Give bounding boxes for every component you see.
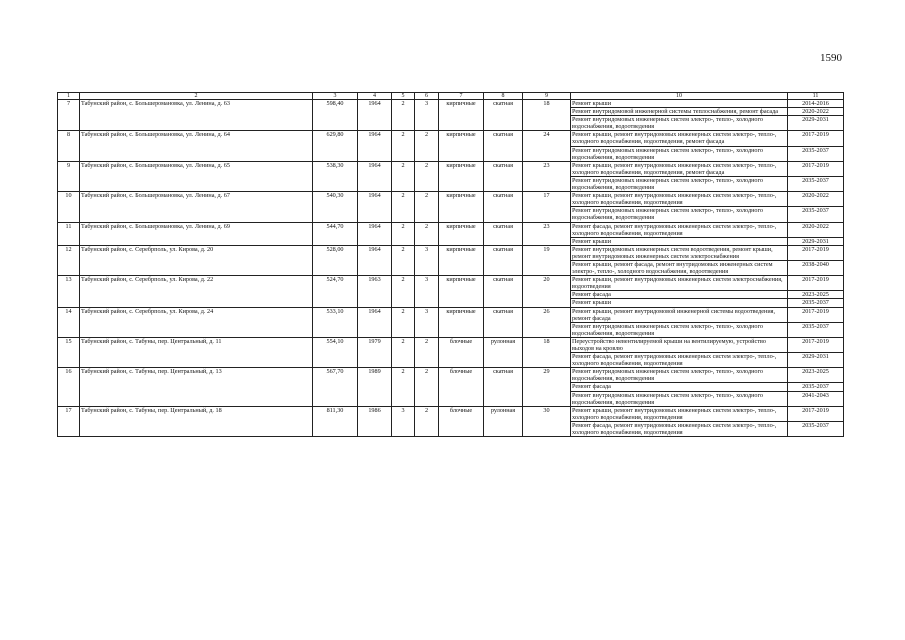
- entrances-cell: 3: [415, 100, 439, 131]
- header-cell: 10: [571, 93, 788, 100]
- walls-cell: кирпичные: [439, 100, 484, 131]
- work-description-cell: Ремонт крыши: [571, 100, 788, 108]
- year-cell: 1986: [358, 406, 392, 436]
- roof-cell: скатная: [484, 192, 523, 222]
- apartments-cell: 29: [523, 368, 571, 406]
- work-description-cell: Ремонт внутридомовых инженерных систем электро-, тепло-, холодного водоснабжения, водоотведения: [571, 391, 788, 406]
- table-row: [58, 131, 844, 146]
- row-number: 15: [58, 337, 80, 367]
- entrances-cell: 2: [415, 131, 439, 161]
- work-description-cell: Ремонт внутридомовых инженерных систем электро-, тепло-, холодного водоснабжения, водоотведения: [571, 116, 788, 131]
- apartments-cell: 18: [523, 100, 571, 131]
- work-period-cell: 2023-2025: [788, 291, 844, 299]
- capital-repair-table: [57, 92, 844, 437]
- header-cell: 5: [392, 93, 415, 100]
- entrances-cell: 2: [415, 406, 439, 436]
- work-period-cell: 2029-2031: [788, 353, 844, 368]
- apartments-cell: 23: [523, 161, 571, 191]
- header-cell: 6: [415, 93, 439, 100]
- work-period-cell: 2017-2019: [788, 245, 844, 260]
- apartments-cell: 30: [523, 406, 571, 436]
- year-cell: 1963: [358, 276, 392, 307]
- address-cell: Табунский район, с. Серебрполь, ул. Кирова, д. 22: [80, 276, 313, 307]
- walls-cell: кирпичные: [439, 222, 484, 245]
- table-row: [58, 337, 844, 352]
- floors-cell: 2: [392, 161, 415, 191]
- page-number: 1590: [820, 52, 842, 64]
- floors-cell: 2: [392, 337, 415, 367]
- work-period-cell: 2035-2037: [788, 176, 844, 191]
- work-period-cell: 2041-2043: [788, 391, 844, 406]
- floors-cell: 2: [392, 276, 415, 307]
- year-cell: 1964: [358, 222, 392, 245]
- walls-cell: кирпичные: [439, 131, 484, 161]
- row-number: 11: [58, 222, 80, 245]
- apartments-cell: 26: [523, 307, 571, 337]
- work-period-cell: 2017-2019: [788, 276, 844, 291]
- apartments-cell: 23: [523, 222, 571, 245]
- entrances-cell: 2: [415, 222, 439, 245]
- work-description-cell: Ремонт крыши, ремонт внутридомовых инженерных систем электро-, тепло-, холодного водоснабжения, водоотведения, ремонт фасада: [571, 131, 788, 146]
- entrances-cell: 2: [415, 368, 439, 406]
- work-period-cell: 2020-2022: [788, 222, 844, 237]
- entrances-cell: 3: [415, 245, 439, 275]
- area-cell: 533,10: [313, 307, 358, 337]
- roof-cell: скатная: [484, 276, 523, 307]
- floors-cell: 2: [392, 222, 415, 245]
- header-cell: 1: [58, 93, 80, 100]
- roof-cell: рулонная: [484, 406, 523, 436]
- walls-cell: кирпичные: [439, 245, 484, 275]
- address-cell: Табунский район, с. Табуны, пер. Центральный, д. 11: [80, 337, 313, 367]
- walls-cell: блочные: [439, 368, 484, 406]
- year-cell: 1964: [358, 161, 392, 191]
- floors-cell: 2: [392, 307, 415, 337]
- table-row: [58, 245, 844, 260]
- address-cell: Табунский район, с. Большеромановка, ул. Ленина, д. 63: [80, 100, 313, 131]
- address-cell: Табунский район, с. Табуны, пер. Центральный, д. 18: [80, 406, 313, 436]
- floors-cell: 2: [392, 131, 415, 161]
- roof-cell: скатная: [484, 161, 523, 191]
- work-period-cell: 2020-2022: [788, 108, 844, 116]
- roof-cell: рулонная: [484, 337, 523, 367]
- table-row: [58, 222, 844, 237]
- work-description-cell: Ремонт крыши: [571, 299, 788, 307]
- roof-cell: скатная: [484, 307, 523, 337]
- apartments-cell: 17: [523, 192, 571, 222]
- year-cell: 1964: [358, 192, 392, 222]
- header-cell: 8: [484, 93, 523, 100]
- address-cell: Табунский район, с. Большеромановка, ул. Ленина, д. 65: [80, 161, 313, 191]
- row-number: 12: [58, 245, 80, 275]
- work-period-cell: 2017-2019: [788, 337, 844, 352]
- work-description-cell: Ремонт крыши, ремонт внутридомовой инженерной системы водоотведения, ремонт фасада: [571, 307, 788, 322]
- table-row: [58, 161, 844, 176]
- apartments-cell: 18: [523, 337, 571, 367]
- walls-cell: блочные: [439, 337, 484, 367]
- year-cell: 1979: [358, 337, 392, 367]
- header-cell: 11: [788, 93, 844, 100]
- walls-cell: кирпичные: [439, 276, 484, 307]
- address-cell: Табунский район, с. Табуны, пер. Центральный, д. 13: [80, 368, 313, 406]
- table-row: [58, 406, 844, 421]
- work-description-cell: Переустройство невентилируемой крыши на вентилируемую, устройство выходов на кровлю: [571, 337, 788, 352]
- header-cell: 3: [313, 93, 358, 100]
- year-cell: 1964: [358, 307, 392, 337]
- work-description-cell: Ремонт фасада, ремонт внутридомовых инженерных систем электро-, тепло-, холодного водоснабжения, водоотведения: [571, 421, 788, 436]
- work-period-cell: 2035-2037: [788, 421, 844, 436]
- work-period-cell: 2017-2019: [788, 161, 844, 176]
- area-cell: 528,00: [313, 245, 358, 275]
- work-description-cell: Ремонт крыши, ремонт внутридомовых инженерных систем электроснабжения, водоотведения: [571, 276, 788, 291]
- area-cell: 598,40: [313, 100, 358, 131]
- header-row: [58, 93, 844, 100]
- work-description-cell: Ремонт крыши, ремонт внутридомовых инженерных систем электро-, тепло-, холодного водоснабжения, водоотведения: [571, 192, 788, 207]
- area-cell: 554,10: [313, 337, 358, 367]
- work-description-cell: Ремонт крыши, ремонт внутридомовых инженерных систем электро-, тепло-, холодного водоснабжения, водоотведения: [571, 406, 788, 421]
- work-period-cell: 2017-2019: [788, 131, 844, 146]
- work-description-cell: Ремонт фасада, ремонт внутридомовых инженерных систем электро-, тепло-, холодного водоснабжения, водоотведения: [571, 353, 788, 368]
- roof-cell: скатная: [484, 368, 523, 406]
- area-cell: 538,30: [313, 161, 358, 191]
- row-number: 17: [58, 406, 80, 436]
- work-period-cell: 2023-2025: [788, 368, 844, 383]
- work-period-cell: 2020-2022: [788, 192, 844, 207]
- table-row: [58, 276, 844, 291]
- floors-cell: 2: [392, 192, 415, 222]
- floors-cell: 2: [392, 100, 415, 131]
- roof-cell: скатная: [484, 222, 523, 245]
- area-cell: 524,70: [313, 276, 358, 307]
- roof-cell: скатная: [484, 245, 523, 275]
- walls-cell: кирпичные: [439, 307, 484, 337]
- work-description-cell: Ремонт внутридомовых инженерных систем водоотведения, ремонт крыши, ремонт внутридомовых инженерных систем электроснабжения: [571, 245, 788, 260]
- walls-cell: кирпичные: [439, 192, 484, 222]
- work-description-cell: Ремонт фасада: [571, 383, 788, 391]
- work-description-cell: Ремонт крыши, ремонт фасада, ремонт внутридомовых инженерных систем электро-, тепло-, холодного водоснабжения, водоотведения: [571, 260, 788, 275]
- work-description-cell: Ремонт фасада: [571, 291, 788, 299]
- table-row: [58, 192, 844, 207]
- floors-cell: 3: [392, 406, 415, 436]
- apartments-cell: 20: [523, 276, 571, 307]
- entrances-cell: 2: [415, 192, 439, 222]
- row-number: 13: [58, 276, 80, 307]
- work-description-cell: Ремонт крыши, ремонт внутридомовых инженерных систем электро-, тепло-, холодного водоснабжения, водоотведения, ремонт фасада: [571, 161, 788, 176]
- work-description-cell: Ремонт внутридомовых инженерных систем электро-, тепло-, холодного водоснабжения, водоотведения: [571, 207, 788, 222]
- entrances-cell: 3: [415, 307, 439, 337]
- work-period-cell: 2035-2037: [788, 322, 844, 337]
- year-cell: 1964: [358, 131, 392, 161]
- row-number: 7: [58, 100, 80, 131]
- area-cell: 629,80: [313, 131, 358, 161]
- roof-cell: скатная: [484, 131, 523, 161]
- work-period-cell: 2035-2037: [788, 299, 844, 307]
- work-period-cell: 2035-2037: [788, 383, 844, 391]
- work-period-cell: 2038-2040: [788, 260, 844, 275]
- work-description-cell: Ремонт внутридомовых инженерных систем электро-, тепло-, холодного водоснабжения, водоотведения: [571, 176, 788, 191]
- work-period-cell: 2035-2037: [788, 207, 844, 222]
- table-row: [58, 307, 844, 322]
- address-cell: Табунский район, с. Серебрполь, ул. Кирова, д. 20: [80, 245, 313, 275]
- table-row: [58, 100, 844, 108]
- area-cell: 567,70: [313, 368, 358, 406]
- header-cell: 4: [358, 93, 392, 100]
- floors-cell: 2: [392, 245, 415, 275]
- work-period-cell: 2029-2031: [788, 237, 844, 245]
- apartments-cell: 24: [523, 131, 571, 161]
- work-description-cell: Ремонт крыши: [571, 237, 788, 245]
- work-period-cell: 2017-2019: [788, 307, 844, 322]
- work-description-cell: Ремонт внутридомовых инженерных систем электро-, тепло-, холодного водоснабжения, водоотведения: [571, 146, 788, 161]
- address-cell: Табунский район, с. Большеромановка, ул. Ленина, д. 64: [80, 131, 313, 161]
- walls-cell: кирпичные: [439, 161, 484, 191]
- work-period-cell: 2035-2037: [788, 146, 844, 161]
- address-cell: Табунский район, с. Большеромановка, ул. Ленина, д. 69: [80, 222, 313, 245]
- area-cell: 811,30: [313, 406, 358, 436]
- entrances-cell: 2: [415, 337, 439, 367]
- year-cell: 1964: [358, 245, 392, 275]
- entrances-cell: 2: [415, 161, 439, 191]
- header-cell: 7: [439, 93, 484, 100]
- address-cell: Табунский район, с. Серебрполь, ул. Кирова, д. 24: [80, 307, 313, 337]
- apartments-cell: 19: [523, 245, 571, 275]
- entrances-cell: 3: [415, 276, 439, 307]
- work-period-cell: 2029-2031: [788, 116, 844, 131]
- work-description-cell: Ремонт внутридомовых инженерных систем электро-, тепло-, холодного водоснабжения, водоотведения: [571, 368, 788, 383]
- work-period-cell: 2017-2019: [788, 406, 844, 421]
- row-number: 14: [58, 307, 80, 337]
- row-number: 10: [58, 192, 80, 222]
- area-cell: 540,30: [313, 192, 358, 222]
- header-cell: 2: [80, 93, 313, 100]
- year-cell: 1964: [358, 100, 392, 131]
- floors-cell: 2: [392, 368, 415, 406]
- row-number: 16: [58, 368, 80, 406]
- year-cell: 1989: [358, 368, 392, 406]
- work-description-cell: Ремонт внутридомовых инженерных систем электро-, тепло-, холодного водоснабжения, водоотведения: [571, 322, 788, 337]
- roof-cell: скатная: [484, 100, 523, 131]
- row-number: 9: [58, 161, 80, 191]
- work-description-cell: Ремонт фасада, ремонт внутридомовых инженерных систем электро-, тепло-, холодного водоснабжения, водоотведения: [571, 222, 788, 237]
- walls-cell: блочные: [439, 406, 484, 436]
- header-cell: 9: [523, 93, 571, 100]
- address-cell: Табунский район, с. Большеромановка, ул. Ленина, д. 67: [80, 192, 313, 222]
- area-cell: 544,70: [313, 222, 358, 245]
- table-row: [58, 368, 844, 383]
- work-period-cell: 2014-2016: [788, 100, 844, 108]
- row-number: 8: [58, 131, 80, 161]
- work-description-cell: Ремонт внутридомовой инженерной системы теплоснабжения, ремонт фасада: [571, 108, 788, 116]
